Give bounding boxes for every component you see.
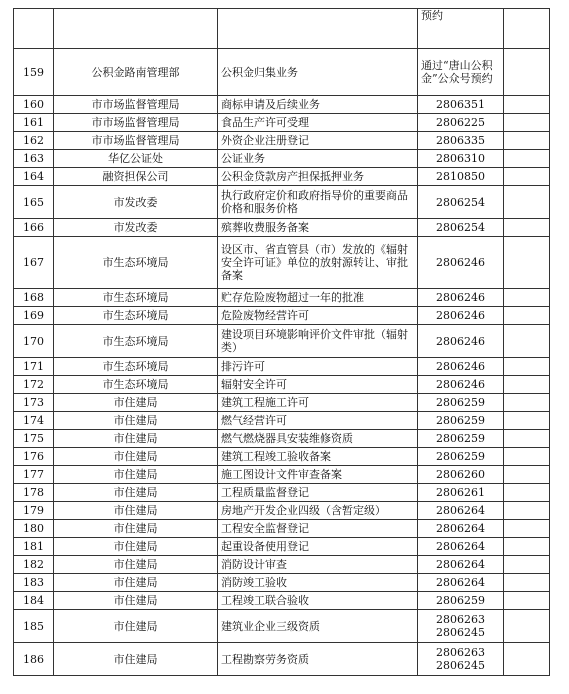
- cell-department: 市住建局: [54, 556, 218, 574]
- cell-service: 工程竣工联合验收: [218, 592, 418, 610]
- cell-department: 市住建局: [54, 574, 218, 592]
- cell-phone: [418, 358, 504, 376]
- phone-number: 2806335: [436, 134, 485, 147]
- cell-phone: [418, 574, 504, 592]
- cell-extra: [504, 168, 550, 186]
- cell-extra: [504, 114, 550, 132]
- cell-phone: [418, 502, 504, 520]
- phone-number: 2806259: [436, 450, 485, 463]
- cell-service: 起重设备使用登记: [218, 538, 418, 556]
- cell-number: 172: [14, 376, 54, 394]
- cell-extra: [504, 484, 550, 502]
- cell-extra: [504, 556, 550, 574]
- phone-number: 2806245: [436, 626, 485, 639]
- cell-service: 公积金归集业务: [218, 49, 418, 96]
- phone-number: 2806263: [436, 646, 485, 659]
- cell-department: 融资担保公司: [54, 168, 218, 186]
- table-row: [14, 150, 550, 168]
- cell-department: 公积金路南管理部: [54, 49, 218, 96]
- table-row: [14, 114, 550, 132]
- cell-extra: [504, 9, 550, 49]
- cell-service: 危险废物经营许可: [218, 307, 418, 325]
- phone-number: 2806264: [436, 558, 485, 571]
- cell-extra: [504, 574, 550, 592]
- cell-department: 市生态环境局: [54, 237, 218, 289]
- cell-extra: [504, 307, 550, 325]
- phone-number: 2806246: [436, 309, 485, 322]
- service-table: [13, 8, 550, 676]
- cell-number: 174: [14, 412, 54, 430]
- table-row: [14, 502, 550, 520]
- cell-department: 市住建局: [54, 466, 218, 484]
- cell-number: 176: [14, 448, 54, 466]
- phone-number: 2806264: [436, 576, 485, 589]
- cell-department: 市住建局: [54, 520, 218, 538]
- cell-department: 市住建局: [54, 430, 218, 448]
- cell-phone: [418, 520, 504, 538]
- phone-number: 2806260: [436, 468, 485, 481]
- phone-number: 2806264: [436, 504, 485, 517]
- phone-number: 2806246: [436, 291, 485, 304]
- cell-service: 外资企业注册登记: [218, 132, 418, 150]
- table-row: [14, 592, 550, 610]
- table-row: [14, 168, 550, 186]
- cell-service: 施工图设计文件审查备案: [218, 466, 418, 484]
- cell-number: 183: [14, 574, 54, 592]
- cell-extra: [504, 289, 550, 307]
- cell-service: 商标申请及后续业务: [218, 96, 418, 114]
- cell-number: 170: [14, 325, 54, 358]
- cell-department: 市住建局: [54, 394, 218, 412]
- cell-phone: [418, 538, 504, 556]
- cell-number: 180: [14, 520, 54, 538]
- cell-extra: [504, 150, 550, 168]
- cell-extra: [504, 430, 550, 448]
- cell-number: 177: [14, 466, 54, 484]
- cell-extra: [504, 643, 550, 676]
- table-row: [14, 289, 550, 307]
- cell-number: [14, 9, 54, 49]
- cell-number: 184: [14, 592, 54, 610]
- phone-number: 2806225: [436, 116, 485, 129]
- cell-service: 食品生产许可受理: [218, 114, 418, 132]
- cell-number: 163: [14, 150, 54, 168]
- table-row: [14, 520, 550, 538]
- cell-number: 186: [14, 643, 54, 676]
- cell-service: 燃气燃烧器具安装维修资质: [218, 430, 418, 448]
- table-row: [14, 466, 550, 484]
- cell-number: 165: [14, 186, 54, 219]
- table-row: [14, 538, 550, 556]
- cell-phone: [418, 376, 504, 394]
- cell-phone: [418, 610, 504, 643]
- cell-service: 房地产开发企业四级（含暂定级）: [218, 502, 418, 520]
- table-row: [14, 643, 550, 676]
- cell-number: 173: [14, 394, 54, 412]
- cell-phone: [418, 186, 504, 219]
- cell-department: 市住建局: [54, 643, 218, 676]
- cell-phone: [418, 448, 504, 466]
- cell-extra: [504, 466, 550, 484]
- cell-number: 171: [14, 358, 54, 376]
- cell-service: 建设项目环境影响评价文件审批（辐射类）: [218, 325, 418, 358]
- table-row: [14, 394, 550, 412]
- phone-number: 2806245: [436, 659, 485, 672]
- cell-number: 160: [14, 96, 54, 114]
- cell-extra: [504, 502, 550, 520]
- cell-extra: [504, 96, 550, 114]
- cell-department: 市住建局: [54, 448, 218, 466]
- cell-extra: [504, 592, 550, 610]
- cell-department: 市生态环境局: [54, 358, 218, 376]
- cell-number: 164: [14, 168, 54, 186]
- cell-phone: [418, 289, 504, 307]
- cell-extra: [504, 132, 550, 150]
- cell-extra: [504, 412, 550, 430]
- cell-number: 169: [14, 307, 54, 325]
- cell-service: 消防竣工验收: [218, 574, 418, 592]
- phone-number: 2806254: [436, 221, 485, 234]
- cell-service: 建筑工程施工许可: [218, 394, 418, 412]
- cell-service: 公积金贷款房产担保抵押业务: [218, 168, 418, 186]
- phone-number: 2806264: [436, 540, 485, 553]
- phone-number: 2806264: [436, 522, 485, 535]
- cell-extra: [504, 186, 550, 219]
- table-row: [14, 556, 550, 574]
- cell-service: 工程安全监督登记: [218, 520, 418, 538]
- cell-department: 市发改委: [54, 219, 218, 237]
- cell-number: 182: [14, 556, 54, 574]
- table-row: [14, 132, 550, 150]
- cell-number: 166: [14, 219, 54, 237]
- cell-phone: [418, 237, 504, 289]
- cell-number: 175: [14, 430, 54, 448]
- cell-number: 179: [14, 502, 54, 520]
- cell-phone: [418, 592, 504, 610]
- cell-extra: [504, 358, 550, 376]
- phone-number: 2806259: [436, 414, 485, 427]
- cell-phone: [418, 49, 504, 96]
- cell-phone: [418, 219, 504, 237]
- phone-number: 2810850: [436, 170, 485, 183]
- cell-service: 殡葬收费服务备案: [218, 219, 418, 237]
- table-row: [14, 574, 550, 592]
- phone-number: 2806261: [436, 486, 485, 499]
- cell-number: 181: [14, 538, 54, 556]
- cell-extra: [504, 325, 550, 358]
- table-row: [14, 358, 550, 376]
- cell-department: 市住建局: [54, 412, 218, 430]
- cell-phone: [418, 168, 504, 186]
- table-row: [14, 610, 550, 643]
- cell-service: [218, 9, 418, 49]
- cell-department: 市生态环境局: [54, 307, 218, 325]
- cell-extra: [504, 610, 550, 643]
- cell-service: 建筑业企业三级资质: [218, 610, 418, 643]
- cell-extra: [504, 394, 550, 412]
- cell-phone: [418, 307, 504, 325]
- phone-number: 2806254: [436, 195, 485, 209]
- table-row: [14, 484, 550, 502]
- phone-number: 2806246: [436, 360, 485, 373]
- phone-number: 2806259: [436, 396, 485, 409]
- phone-number: 2806259: [436, 432, 485, 445]
- cell-phone: [418, 466, 504, 484]
- table-row: [14, 448, 550, 466]
- phone-number: 2806246: [436, 334, 485, 348]
- cell-department: 市住建局: [54, 592, 218, 610]
- cell-phone: [418, 9, 504, 49]
- cell-service: 燃气经营许可: [218, 412, 418, 430]
- cell-department: 市住建局: [54, 538, 218, 556]
- cell-service: 辐射安全许可: [218, 376, 418, 394]
- cell-phone-text: 预约: [421, 9, 443, 22]
- phone-number: 2806263: [436, 613, 485, 626]
- cell-phone: [418, 430, 504, 448]
- phone-number: 2806246: [436, 378, 485, 391]
- table-row: [14, 49, 550, 96]
- cell-department: 市生态环境局: [54, 325, 218, 358]
- cell-phone: [418, 325, 504, 358]
- cell-phone: [418, 132, 504, 150]
- cell-number: 159: [14, 49, 54, 96]
- cell-department: 市住建局: [54, 484, 218, 502]
- cell-phone: [418, 556, 504, 574]
- cell-service: 公证业务: [218, 150, 418, 168]
- cell-number: 161: [14, 114, 54, 132]
- cell-department: 市发改委: [54, 186, 218, 219]
- cell-number: 167: [14, 237, 54, 289]
- table-row: [14, 186, 550, 219]
- cell-phone: [418, 114, 504, 132]
- phone-number: 2806259: [436, 594, 485, 607]
- cell-department: 市住建局: [54, 502, 218, 520]
- cell-extra: [504, 520, 550, 538]
- phone-number: 通过“唐山公积金”公众号预约: [421, 59, 493, 85]
- cell-extra: [504, 448, 550, 466]
- cell-department: 市住建局: [54, 610, 218, 643]
- table-row-top: [14, 9, 550, 49]
- cell-number: 162: [14, 132, 54, 150]
- cell-phone: [418, 96, 504, 114]
- cell-service: 建筑工程竣工验收备案: [218, 448, 418, 466]
- cell-service: 工程勘察劳务资质: [218, 643, 418, 676]
- cell-phone: [418, 643, 504, 676]
- cell-service: 工程质量监督登记: [218, 484, 418, 502]
- cell-service: 排污许可: [218, 358, 418, 376]
- phone-number: 2806310: [436, 152, 485, 165]
- cell-number: 185: [14, 610, 54, 643]
- table-row: [14, 219, 550, 237]
- cell-department: 市市场监督管理局: [54, 114, 218, 132]
- cell-extra: [504, 49, 550, 96]
- cell-phone: [418, 394, 504, 412]
- cell-number: 178: [14, 484, 54, 502]
- phone-number: 2806246: [436, 256, 485, 269]
- table-row: [14, 325, 550, 358]
- table-row: [14, 430, 550, 448]
- cell-department: 市生态环境局: [54, 289, 218, 307]
- table-row: [14, 237, 550, 289]
- cell-department: [54, 9, 218, 49]
- cell-phone: [418, 150, 504, 168]
- cell-department: 市市场监督管理局: [54, 132, 218, 150]
- table-row: [14, 96, 550, 114]
- cell-extra: [504, 237, 550, 289]
- cell-service: 执行政府定价和政府指导价的重要商品价格和服务价格: [218, 186, 418, 219]
- cell-service: 消防设计审查: [218, 556, 418, 574]
- cell-number: 168: [14, 289, 54, 307]
- cell-phone: [418, 412, 504, 430]
- cell-service: 设区市、省直管县（市）发放的《辐射安全许可证》单位的放射源转让、审批备案: [218, 237, 418, 289]
- cell-extra: [504, 219, 550, 237]
- cell-service: 贮存危险废物超过一年的批准: [218, 289, 418, 307]
- cell-department: 市生态环境局: [54, 376, 218, 394]
- table-row: [14, 376, 550, 394]
- cell-department: 市市场监督管理局: [54, 96, 218, 114]
- cell-department: 华亿公证处: [54, 150, 218, 168]
- table-row: [14, 412, 550, 430]
- table-row: [14, 307, 550, 325]
- cell-extra: [504, 376, 550, 394]
- phone-number: 2806351: [436, 98, 485, 111]
- cell-phone: [418, 484, 504, 502]
- cell-extra: [504, 538, 550, 556]
